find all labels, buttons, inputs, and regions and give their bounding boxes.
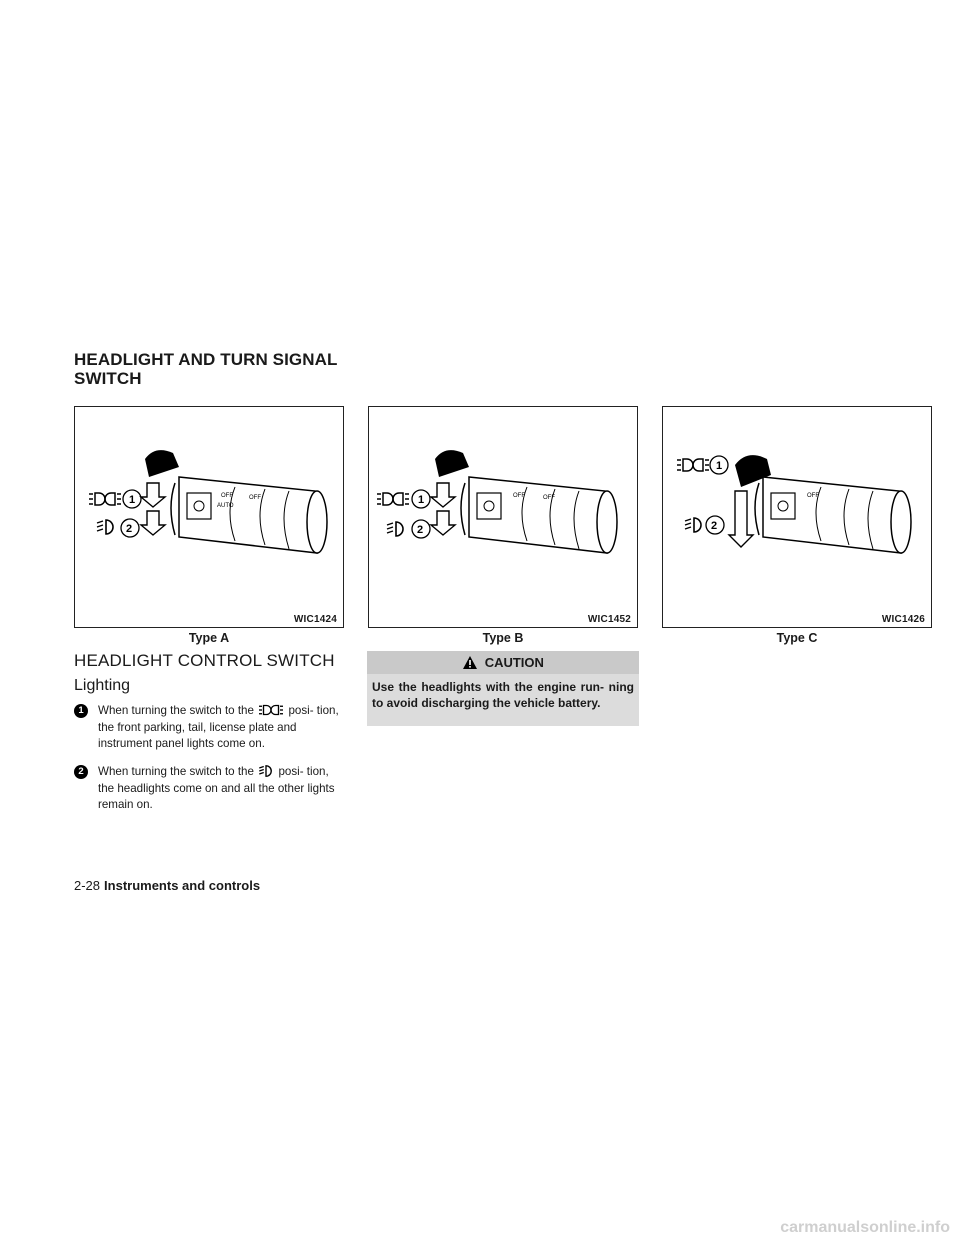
figure-type-a <box>74 406 344 628</box>
svg-text:OFF: OFF <box>807 493 819 499</box>
list-item <box>74 764 346 814</box>
svg-text:OFF: OFF <box>221 493 233 499</box>
headlight-icon <box>259 765 273 777</box>
item-number: 2 <box>74 765 88 779</box>
item-text-after: posi- tion, the front parking, tail, license plate and instrument panel lights come on. <box>98 704 339 750</box>
parking-light-icon <box>259 704 283 716</box>
svg-text:2: 2 <box>711 520 718 532</box>
figure-caption: Type B <box>482 631 524 645</box>
figure-caption: Type A <box>188 631 230 645</box>
figure-code: WIC1452 <box>587 614 631 625</box>
svg-text:OFF: OFF <box>543 495 555 501</box>
page-number: 2-28 <box>74 878 101 893</box>
page-footer <box>74 878 260 893</box>
figure-type-c <box>662 406 932 628</box>
svg-text:1: 1 <box>129 494 136 506</box>
watermark: carmanualsonline.info <box>780 1219 950 1236</box>
item-number: 1 <box>74 704 88 718</box>
headlight-icon <box>97 520 113 534</box>
list-item <box>74 703 346 753</box>
warning-icon <box>462 655 478 670</box>
subsection-heading: Lighting <box>74 677 131 694</box>
item-text-before: When turning the switch to the <box>98 765 254 778</box>
section-heading: HEADLIGHT CONTROL SWITCH <box>74 651 335 670</box>
caution-text: Use the headlights with the engine run- ning to avoid discharging the vehicle battery. <box>372 680 634 710</box>
figure-code: WIC1426 <box>881 614 925 625</box>
chapter-title: Instruments and controls <box>104 878 261 893</box>
svg-text:1: 1 <box>418 494 425 506</box>
parking-light-icon <box>677 459 709 471</box>
parking-light-icon <box>377 493 409 505</box>
item-text-before: When turning the switch to the <box>98 704 254 717</box>
svg-text:1: 1 <box>716 460 723 472</box>
svg-text:OFF: OFF <box>249 495 261 501</box>
svg-text:AUTO: AUTO <box>217 503 234 509</box>
caution-box <box>367 651 639 726</box>
svg-text:2: 2 <box>417 524 424 536</box>
svg-text:OFF: OFF <box>513 493 525 499</box>
svg-text:2: 2 <box>126 523 133 535</box>
item-text-after: posi- tion, the headlights come on and all the other lights remain on. <box>98 765 335 811</box>
figure-type-b <box>368 406 638 628</box>
headlight-icon <box>685 518 701 532</box>
headlight-icon <box>387 522 403 536</box>
figure-caption: Type C <box>776 631 818 645</box>
caution-title: CAUTION <box>484 655 544 670</box>
section-title: HEADLIGHT AND TURN SIGNAL SWITCH <box>74 350 338 388</box>
figure-code: WIC1424 <box>293 614 337 625</box>
parking-light-icon <box>89 493 121 505</box>
